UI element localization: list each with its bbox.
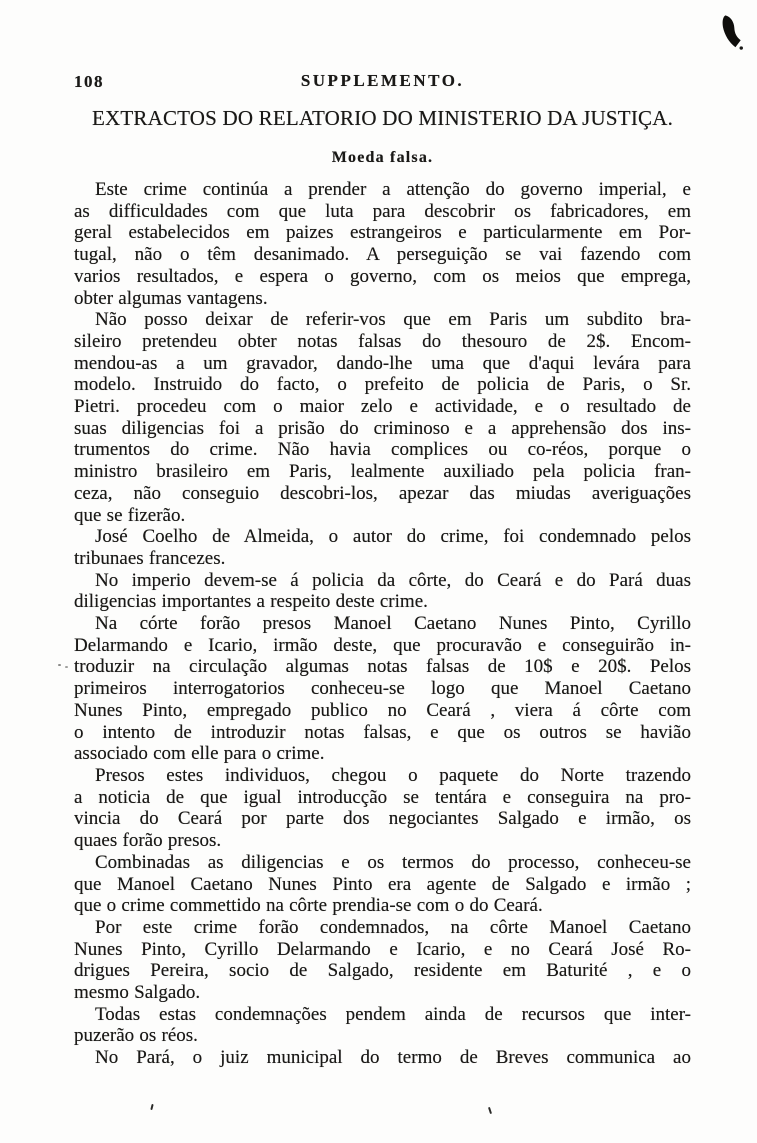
paragraph [74, 917, 691, 1004]
text-line: trumentos do crime. Não havia complices ou co-réos, porque o [74, 439, 691, 461]
text-line: mendou-as a um gravador, dando-lhe uma que d'aqui levára para [74, 352, 691, 374]
text-line: Na córte forão presos Manoel Caetano Nunes Pinto, Cyrillo [95, 613, 691, 635]
text-line: Delarmando e Icario, irmão deste, que procuravão e conseguirão in- [74, 634, 691, 656]
text-line: associado com elle para o crime. [74, 743, 325, 765]
text-line: Presos estes individuos, chegou o paquete do Norte trazendo [95, 764, 691, 786]
paragraph [74, 1047, 691, 1069]
text-line: sileiro pretendeu obter notas falsas do thesouro de 2$. Encom- [74, 330, 691, 352]
paragraph [74, 852, 691, 917]
text-line: quaes forão presos. [74, 830, 222, 852]
text-line: tugal, não o têm desanimado. A perseguição se vai fazendo com [74, 244, 691, 266]
ink-blot [714, 14, 748, 50]
paragraph [74, 309, 691, 526]
text-line: mesmo Salgado. [74, 982, 201, 1004]
text-line: Nunes Pinto, Cyrillo Delarmando e Icario, e no Ceará José Ro- [74, 938, 691, 960]
text-line: as difficuldades com que luta para descobrir os fabricadores, em [74, 200, 691, 222]
text-line: troduzir na circulação algumas notas falsas de 10$ e 20$. Pelos [74, 656, 691, 678]
text-line: varios resultados, e espera o governo, com os meios que emprega, [74, 265, 691, 287]
section-heading: EXTRACTOS DO RELATORIO DO MINISTERIO DA JUSTIÇA. [91, 106, 674, 130]
text-line: a noticia de que igual introducção se tentára e conseguira na pro- [74, 786, 691, 808]
scan-speck [65, 666, 68, 668]
scan-speck [488, 1107, 492, 1114]
text-line: que Manoel Caetano Nunes Pinto era agente de Salgado e irmão ; [74, 873, 691, 895]
text-line: obter algumas vantagens. [74, 287, 268, 309]
subsection-heading: Moeda falsa. [331, 149, 434, 166]
paragraph [74, 613, 691, 765]
paragraph [74, 179, 691, 309]
text-line: modelo. Instruido do facto, o prefeito de policia de Paris, o Sr. [74, 374, 691, 396]
text-line: Todas estas condemnações pendem ainda de recursos que inter- [95, 1003, 691, 1025]
text-line: suas diligencias foi a prisão do criminoso e a apprehensão dos ins- [74, 417, 691, 439]
text-line: Por este crime forão condemnados, na côrte Manoel Caetano [95, 916, 691, 938]
text-line: Pietri. procedeu com o maior zelo e actividade, e o resultado de [74, 396, 691, 418]
body-text [74, 179, 691, 1069]
text-line: diligencias importantes a respeito deste crime. [74, 591, 428, 613]
text-line: o intento de introduzir notas falsas, e que os outros se havião [74, 721, 691, 743]
paragraph [74, 765, 691, 852]
running-title: SUPPLEMENTO. [300, 71, 465, 90]
text-line: José Coelho de Almeida, o autor do crime, foi condemnado pelos [95, 526, 691, 548]
text-line: No imperio devem-se á policia da côrte, do Ceará e do Pará duas [95, 569, 691, 591]
text-line: puzerão os réos. [74, 1025, 198, 1047]
text-line: ceza, não conseguio descobri-los, apezar das miudas averiguações [74, 482, 691, 504]
text-line: Este crime continúa a prender a attenção do governo imperial, e [95, 179, 691, 200]
paragraph [74, 1004, 691, 1047]
text-line: Combinadas as diligencias e os termos do processo, conheceu-se [95, 851, 691, 873]
text-line: No Pará, o juiz municipal do termo de Breves communica ao [95, 1047, 691, 1069]
text-line: que o crime commettido na côrte prendia-se com o do Ceará. [74, 895, 543, 917]
text-line: vincia do Ceará por parte dos negociantes Salgado e irmão, os [74, 808, 691, 830]
text-line: primeiros interrogatorios conheceu-se logo que Manoel Caetano [74, 678, 691, 700]
text-line: que se fizerão. [74, 504, 186, 526]
text-line: tribunaes francezes. [74, 547, 226, 569]
page-number: 108 [74, 72, 104, 91]
text-line: drigues Pereira, socio de Salgado, residente em Baturité , e o [74, 960, 691, 982]
text-line: Nunes Pinto, empregado publico no Ceará , viera á côrte com [74, 699, 691, 721]
text-line: ministro brasileiro em Paris, lealmente auxiliado pela policia fran- [74, 461, 691, 483]
paragraph [74, 526, 691, 569]
text-line: Não posso deixar de referir-vos que em Paris um subdito bra- [95, 309, 691, 331]
paragraph [74, 570, 691, 613]
scan-speck [58, 664, 61, 666]
text-line: geral estabelecidos em paizes estrangeiros e particularmente em Por- [74, 222, 691, 244]
scan-speck [150, 1104, 153, 1110]
